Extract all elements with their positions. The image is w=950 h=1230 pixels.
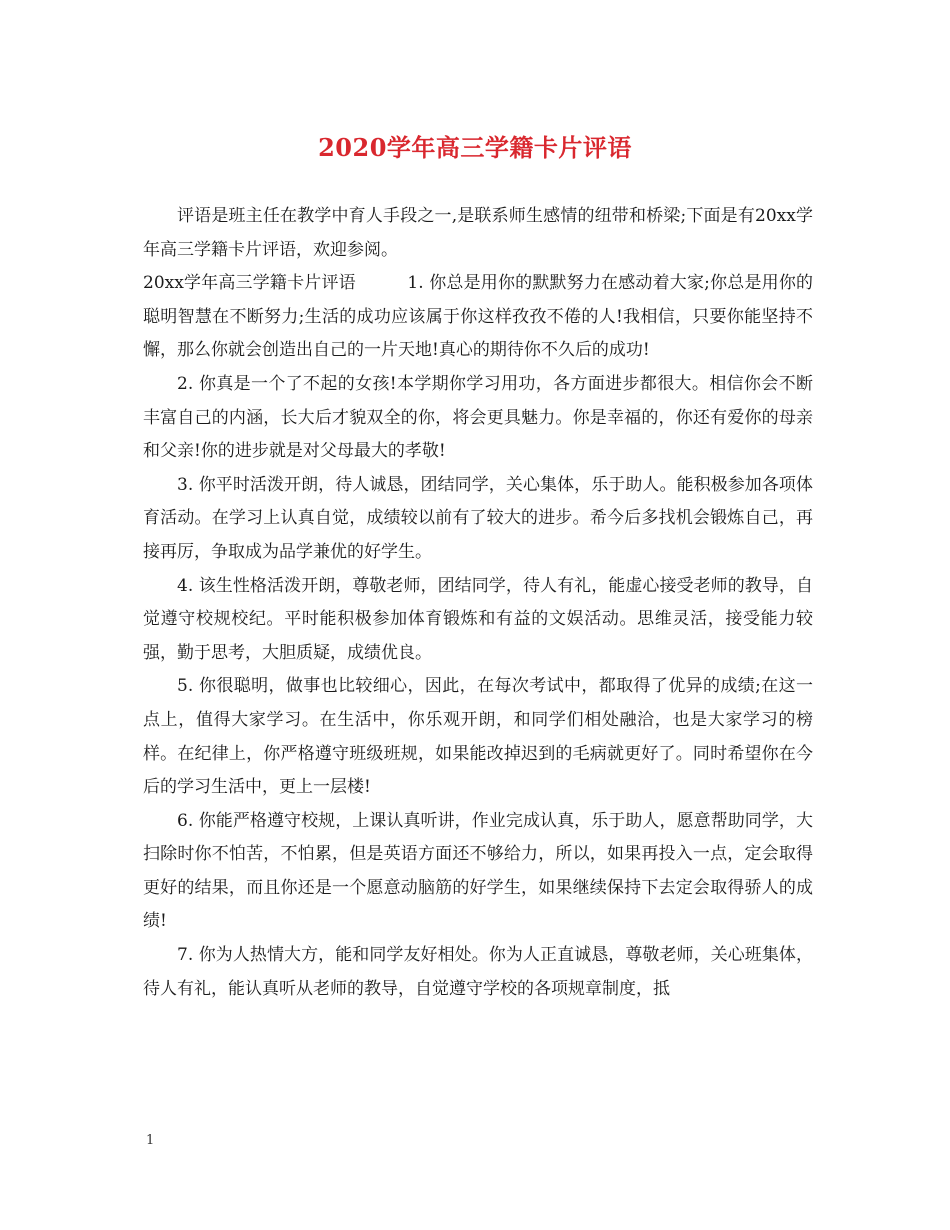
paragraph-item-1: 20xx学年高三学籍卡片评语 1. 你总是用你的默默努力在感动着大家;你总是用你的聪明智慧在不断努力;生活的成功应该属于你这样孜孜不倦的人!我相信，只要你能坚持不懈，那么你就会创造出自己的一片天地!真心的期待你不久后的成功! (143, 273, 813, 361)
page-number: 1 (146, 1133, 155, 1148)
paragraph-item-7: 7. 你为人热情大方，能和同学友好相处。你为人正直诚恳，尊敬老师，关心班集体，待人有礼，能认真听从老师的教导，自觉遵守学校的各项规章制度，抵 (143, 945, 813, 999)
paragraph-item-6: 6. 你能严格遵守校规，上课认真听讲，作业完成认真，乐于助人，愿意帮助同学，大扫除时你不怕苦，不怕累，但是英语方面还不够给力，所以，如果再投入一点，定会取得更好的结果，而且你还是一个愿意动脑筋的好学生，如果继续保持下去定会取得骄人的成绩! (143, 810, 813, 932)
document-title: 2020学年高三学籍卡片评语 (318, 133, 632, 162)
document-body (143, 200, 813, 1006)
paragraph-item-4: 4. 该生性格活泼开朗，尊敬老师，团结同学，待人有礼，能虚心接受老师的教导，自觉遵守校规校纪。平时能积极参加体育锻炼和有益的文娱活动。思维灵活，接受能力较强，勤于思考，大胆质疑，成绩优良。 (143, 575, 813, 663)
paragraph-item-2: 2. 你真是一个了不起的女孩!本学期你学习用功，各方面进步都很大。相信你会不断丰富自己的内涵，长大后才貌双全的你，将会更具魅力。你是幸福的，你还有爱你的母亲和父亲!你的进步就是对父母最大的孝敬! (143, 373, 813, 462)
paragraph-item-5: 5. 你很聪明，做事也比较细心，因此，在每次考试中，都取得了优异的成绩;在这一点上，值得大家学习。在生活中，你乐观开朗，和同学们相处融洽，也是大家学习的榜样。在纪律上，你严格遵守班级班规，如果能改掉迟到的毛病就更好了。同时希望你在今后的学习生活中，更上一层楼! (143, 676, 813, 798)
paragraph-intro: 评语是班主任在教学中育人手段之一,是联系师生感情的纽带和桥梁;下面是有20xx学年高三学籍卡片评语，欢迎参阅。 (143, 206, 813, 260)
paragraph-item-3: 3. 你平时活泼开朗，待人诚恳，团结同学，关心集体，乐于助人。能积极参加各项体育活动。在学习上认真自觉，成绩较以前有了较大的进步。希今后多找机会锻炼自己，再接再厉，争取成为品学兼优的好学生。 (143, 474, 813, 562)
